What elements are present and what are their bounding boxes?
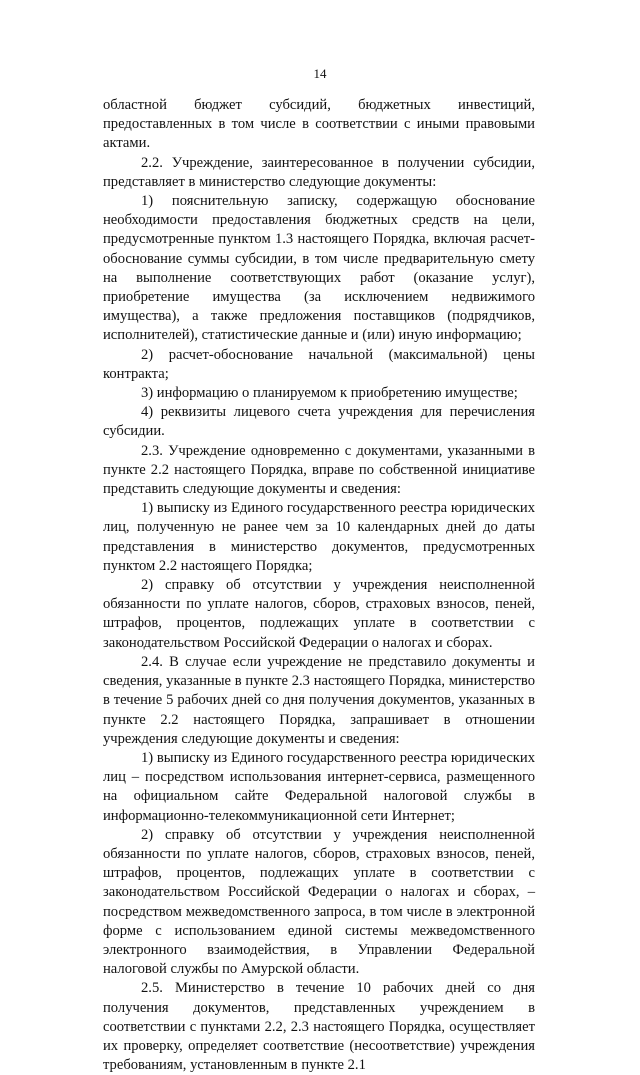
paragraph: 4) реквизиты лицевого счета учреждения для перечисления субсидии. <box>103 404 535 440</box>
paragraph: 2.2. Учреждение, заинтересованное в получении субсидии, представляет в министерство следующие документы: <box>103 154 535 190</box>
paragraph: 2.4. В случае если учреждение не представило документы и сведения, указанные в пункте 2.3 настоящего Порядка, министерство в течение 5 рабочих дней со дня получения документов, указанных в пункте 2.2 настоящего Порядка, запрашивает в отношении учреждения следующие документы и сведения: <box>103 653 535 747</box>
paragraph: 2.5. Министерство в течение 10 рабочих дней со дня получения документов, представленных учреждением в соответствии с пунктами 2.2, 2.3 настоящего Порядка, осуществляет их проверку, определяет соответствие (несоответствие) учреждения требованиям, установленным в пункте 2.1 <box>103 980 535 1074</box>
paragraph: 2) расчет-обоснование начальной (максимальной) цены контракта; <box>103 346 535 382</box>
paragraph: областной бюджет субсидий, бюджетных инвестиций, предоставленных в том числе в соответствии с иными правовыми актами. <box>103 97 535 152</box>
document-body <box>103 96 535 1075</box>
paragraph: 1) пояснительную записку, содержащую обоснование необходимости предоставления бюджетных средств на цели, предусмотренные пунктом 1.3 настоящего Порядка, включая расчет-обоснование суммы субсидии, в том числе предварительную смету на выполнение соответствующих работ (оказание услуг), приобретение имущества (за исключением недвижимого имущества), а также предложения поставщиков (подрядчиков, исполнителей), статистические данные и (или) иную информацию; <box>103 193 535 344</box>
paragraph: 2.3. Учреждение одновременно с документами, указанными в пункте 2.2 настоящего Порядка, вправе по собственной инициативе представить следующие документы и сведения: <box>103 442 535 498</box>
paragraph: 2) справку об отсутствии у учреждения неисполненной обязанности по уплате налогов, сборов, страховых взносов, пеней, штрафов, процентов, подлежащих уплате в соответствии с законодательством Российской Федерации о налогах и сборах. <box>103 577 535 651</box>
paragraph: 2) справку об отсутствии у учреждения неисполненной обязанности по уплате налогов, сборов, страховых взносов, пеней, штрафов, процентов, подлежащих уплате в соответствии с законодательством Российской Федерации о налогах и сборах, – посредством межведомственного запроса, в том числе в электронной форме с использованием единой системы межведомственного электронного взаимодействия, в Управлении Федеральной налоговой службы по Амурской области. <box>103 826 535 978</box>
paragraph: 1) выписку из Единого государственного реестра юридических лиц, полученную не ранее чем за 10 календарных дней до даты представления в министерство документов, предусмотренных пунктом 2.2 настоящего Порядка; <box>103 500 535 574</box>
page-number: 14 <box>313 66 327 81</box>
paragraph: 3) информацию о планируемом к приобретению имуществе; <box>141 385 518 402</box>
paragraph: 1) выписку из Единого государственного реестра юридических лиц – посредством использования интернет-сервиса, размещенного на официальном сайте Федеральной налоговой службы в информационно-телекоммуникационной сети Интернет; <box>103 749 535 824</box>
